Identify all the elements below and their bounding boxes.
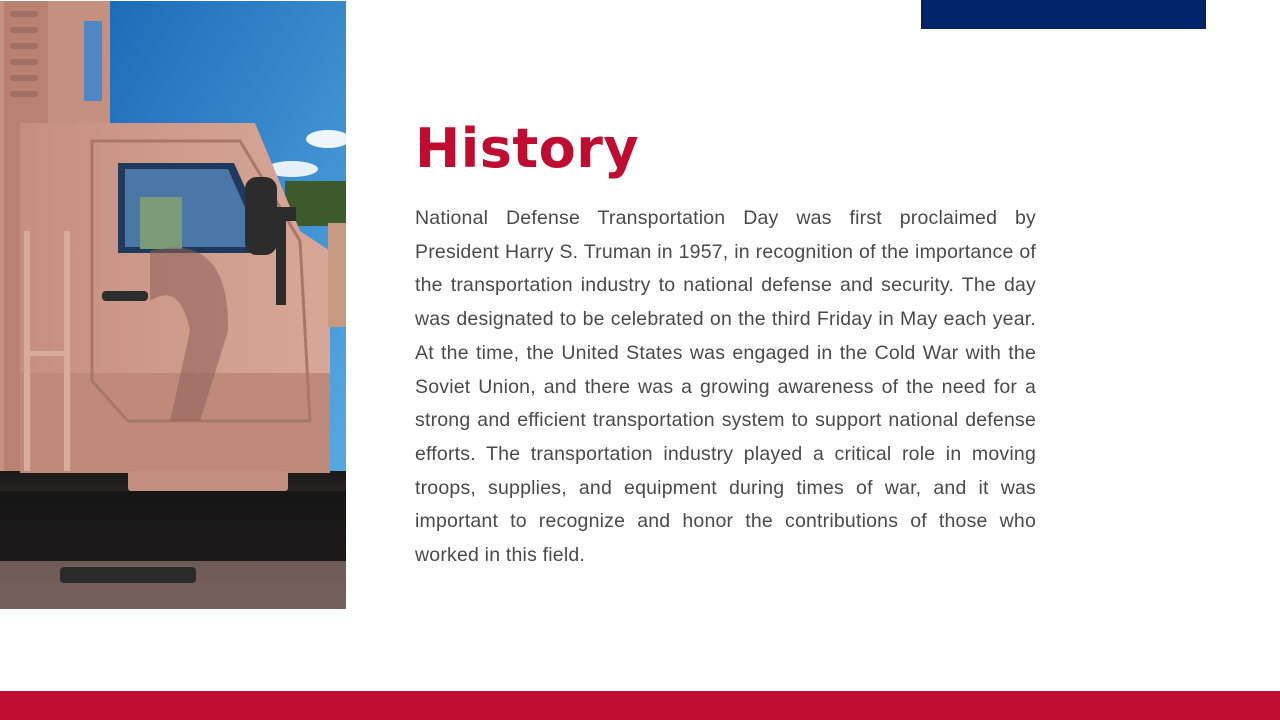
bottom-accent-bar: [0, 691, 1280, 720]
truck-illustration: [0, 1, 346, 609]
slide-title: History: [415, 117, 640, 180]
top-accent-bar: [921, 0, 1206, 29]
military-truck-photo: [0, 1, 346, 609]
history-paragraph: National Defense Transportation Day was first proclaimed by President Harry S. Truman in 1957, in recognition of the importance of the transportation industry to national defense and security. The day was designated to be celebrated on the third Friday in May each year. At the time, the United States was engaged in the Cold War with the Soviet Union, and there was a growing awareness of the need for a strong and efficient transportation system to support national defense efforts. The transportation industry played a critical role in moving troops, supplies, and equipment during times of war, and it was important to recognize and honor the contributions of those who worked in this field.: [415, 207, 1036, 567]
